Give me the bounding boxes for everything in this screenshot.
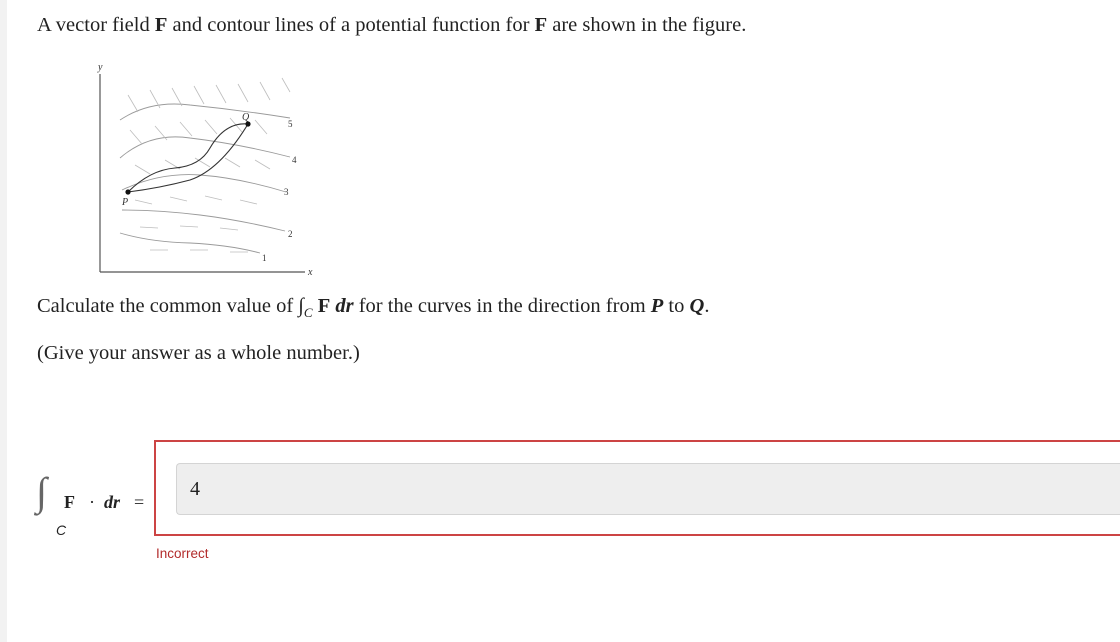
intro-text-c: are shown in the figure. — [547, 14, 747, 36]
vector-F-3: F — [317, 295, 331, 317]
integrand-dot: · — [89, 492, 95, 512]
integral-sign-large: ∫ — [36, 469, 47, 514]
contour-label-4: 4 — [292, 155, 297, 165]
point-p-dot — [125, 189, 130, 194]
vector-F-2: F — [534, 14, 548, 36]
intro-text-b: and contour lines of a potential function for — [167, 14, 535, 36]
integral-sub-large: C — [56, 522, 67, 538]
answer-hint: (Give your answer as a whole number.) — [37, 342, 360, 364]
calc-text-b: for the curves in the direction from — [353, 295, 651, 317]
question-intro — [37, 14, 746, 37]
y-axis-label: y — [98, 62, 103, 73]
feedback-incorrect: Incorrect — [156, 546, 209, 561]
integral-subscript: C — [303, 305, 313, 321]
integrand-dr: dr — [104, 492, 121, 512]
contour-label-5: 5 — [288, 119, 293, 129]
dr-symbol: dr — [335, 295, 354, 317]
calc-text-a: Calculate the common value of — [37, 295, 299, 317]
field-arrows — [128, 78, 290, 252]
point-p-label: P — [122, 197, 129, 208]
point-P-text: P — [650, 295, 664, 317]
integrand-equals: = — [134, 492, 145, 512]
answer-input[interactable]: 4 — [176, 463, 1120, 515]
axes — [100, 74, 305, 272]
calc-to-text: to — [663, 295, 690, 317]
contour-label-1: 1 — [262, 253, 267, 263]
path-curves — [128, 124, 248, 192]
integrand-F: F — [64, 492, 75, 512]
contour-label-2: 2 — [288, 229, 293, 239]
point-Q-text: Q — [689, 295, 705, 317]
question-calc — [37, 295, 709, 321]
intro-text-a: A vector field — [37, 14, 155, 36]
contour-label-3: 3 — [284, 187, 289, 197]
vector-F: F — [154, 14, 168, 36]
integral-expression — [36, 469, 156, 542]
left-scroll-rail — [0, 0, 7, 642]
x-axis-label: x — [308, 267, 313, 278]
vector-field-figure — [90, 60, 320, 282]
integral-sign: ∫ — [298, 295, 304, 317]
calc-period: . — [704, 295, 710, 317]
point-q-label: Q — [242, 112, 250, 123]
